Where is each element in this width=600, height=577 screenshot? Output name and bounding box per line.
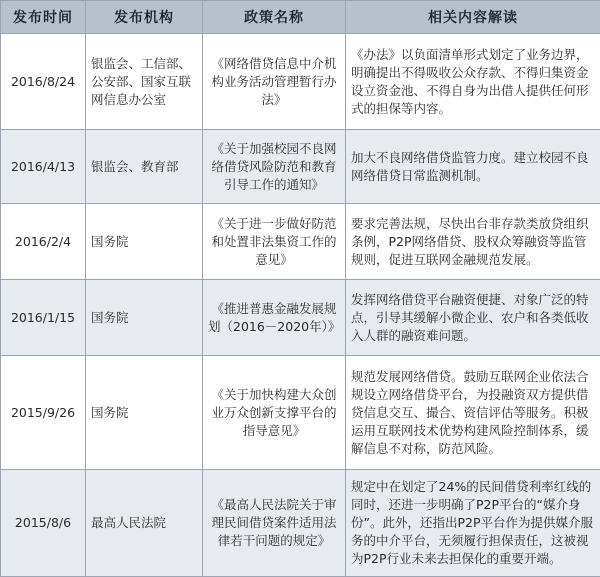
header-org: 发布机构 bbox=[86, 1, 203, 34]
table-row bbox=[1, 280, 600, 356]
table-row bbox=[1, 204, 600, 280]
cell-org: 银监会、教育部 bbox=[86, 130, 203, 204]
cell-org: 国务院 bbox=[86, 356, 203, 470]
header-content: 相关内容解读 bbox=[346, 1, 600, 34]
table-header-row bbox=[1, 1, 600, 34]
header-date: 发布时间 bbox=[1, 1, 86, 34]
table-row bbox=[1, 34, 600, 130]
table-row bbox=[1, 356, 600, 470]
cell-date: 2015/9/26 bbox=[1, 356, 86, 470]
cell-content: 要求完善法规，尽快出台非存款类放贷组织条例，P2P网络借贷、股权众筹融资等监管规则，促进互联网金融规范发展。 bbox=[346, 204, 600, 280]
header-policy-name: 政策名称 bbox=[203, 1, 346, 34]
cell-org: 国务院 bbox=[86, 204, 203, 280]
cell-content: 规范发展网络借贷。鼓励互联网企业依法合规设立网络借贷平台，为投融资双方提供借贷信息交互、撮合、资信评估等服务。积极运用互联网技术优势构建风险控制体系，缓解信息不对称，防范风险。 bbox=[346, 356, 600, 470]
cell-policy-name: 《网络借贷信息中介机构业务活动管理暂行办法》 bbox=[203, 34, 346, 130]
cell-date: 2016/4/13 bbox=[1, 130, 86, 204]
cell-org: 银监会、工信部、公安部、国家互联网信息办公室 bbox=[86, 34, 203, 130]
cell-content: 发挥网络借贷平台融资便捷、对象广泛的特点，引导其缓解小微企业、农户和各类低收入人群的融资难问题。 bbox=[346, 280, 600, 356]
cell-date: 2015/8/6 bbox=[1, 470, 86, 577]
table-row bbox=[1, 470, 600, 577]
cell-date: 2016/1/15 bbox=[1, 280, 86, 356]
cell-date: 2016/2/4 bbox=[1, 204, 86, 280]
cell-content: 《办法》以负面清单形式划定了业务边界，明确提出不得吸收公众存款、不得归集资金设立资金池、不得自身为出借人提供任何形式的担保等内容。 bbox=[346, 34, 600, 130]
cell-content: 加大不良网络借贷监管力度。建立校园不良网络借贷日常监测机制。 bbox=[346, 130, 600, 204]
cell-content: 规定中在划定了24%的民间借贷利率红线的同时，还进一步明确了P2P平台的“媒介身份”。此外，还指出P2P平台作为提供媒介服务的中介平台，无须履行担保责任，这被视为P2P行业未来去担保化的重要开端。 bbox=[346, 470, 600, 577]
cell-policy-name: 《关于加强校园不良网络借贷风险防范和教育引导工作的通知》 bbox=[203, 130, 346, 204]
cell-policy-name: 《最高人民法院关于审理民间借贷案件适用法律若干问题的规定》 bbox=[203, 470, 346, 577]
cell-date: 2016/8/24 bbox=[1, 34, 86, 130]
cell-policy-name: 《推进普惠金融发展规划（2016－2020年）》 bbox=[203, 280, 346, 356]
cell-org: 最高人民法院 bbox=[86, 470, 203, 577]
table-row bbox=[1, 130, 600, 204]
cell-policy-name: 《关于进一步做好防范和处置非法集资工作的意见》 bbox=[203, 204, 346, 280]
cell-policy-name: 《关于加快构建大众创业万众创新支撑平台的指导意见》 bbox=[203, 356, 346, 470]
cell-org: 国务院 bbox=[86, 280, 203, 356]
